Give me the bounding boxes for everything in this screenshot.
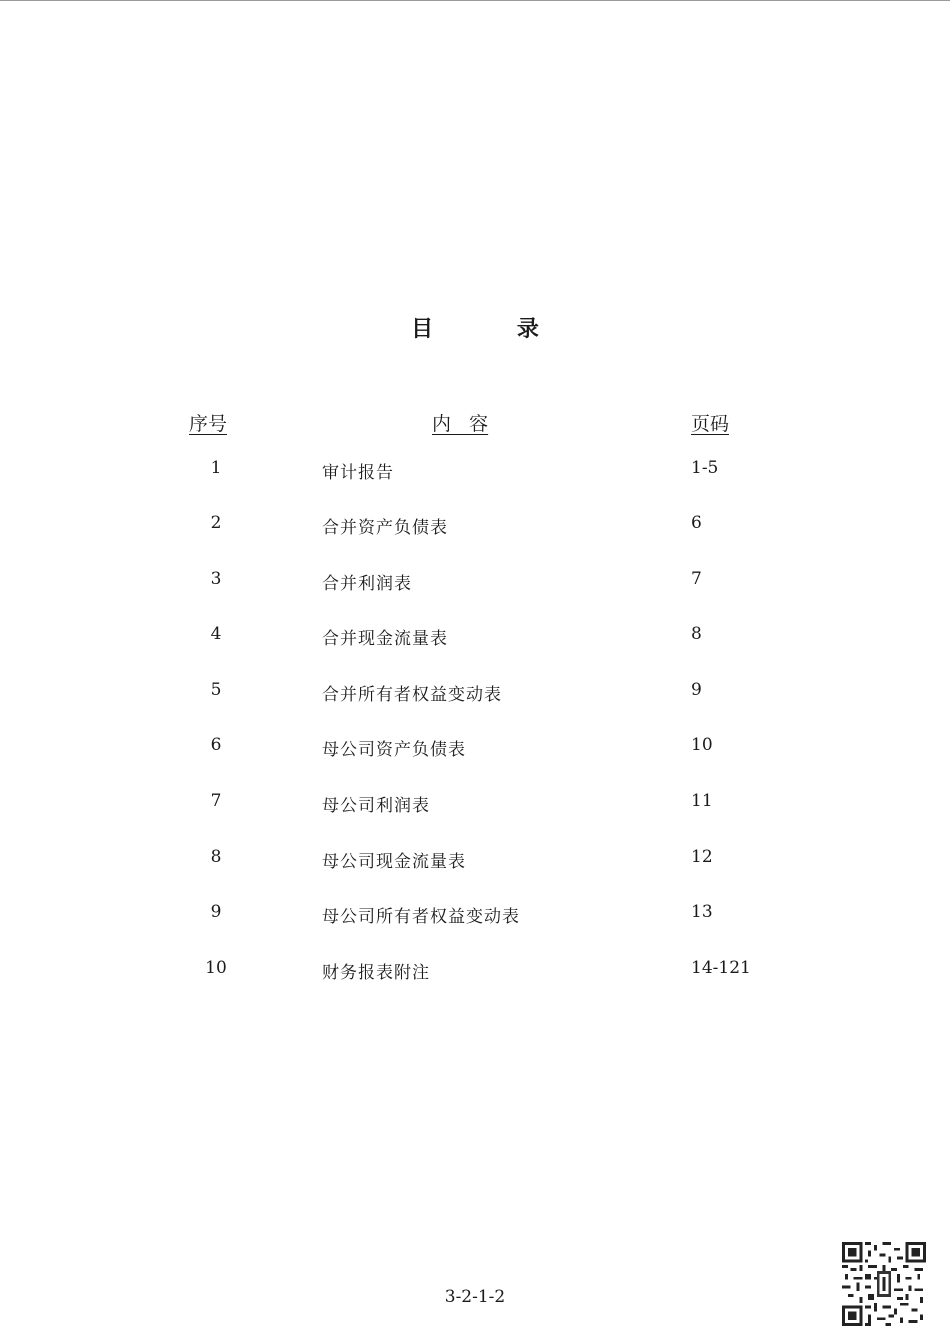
toc-row-no: 6 [210, 735, 222, 755]
toc-row-page: 14-121 [691, 958, 751, 978]
toc-row-no: 3 [210, 569, 222, 589]
toc-row [0, 735, 950, 765]
toc-row-page: 8 [691, 624, 702, 644]
toc-row-content: 母公司利润表 [322, 796, 430, 816]
toc-row [0, 680, 950, 710]
toc-row-no: 7 [210, 791, 222, 811]
toc-row-content: 财务报表附注 [322, 963, 430, 983]
toc-row-page: 12 [691, 847, 713, 867]
toc-row-page: 11 [691, 791, 713, 811]
toc-row-no: 8 [210, 847, 222, 867]
toc-row-content: 母公司现金流量表 [322, 852, 466, 872]
page-title: 目 录 [411, 316, 577, 342]
toc-row-content: 审计报告 [322, 463, 394, 483]
toc-row-page: 10 [691, 735, 713, 755]
toc-row-no: 2 [210, 513, 222, 533]
top-border-line [0, 0, 950, 1]
toc-row-content: 母公司所有者权益变动表 [322, 907, 520, 927]
toc-row-page: 7 [691, 569, 702, 589]
header-content: 内 容 [432, 413, 489, 435]
toc-row [0, 569, 950, 599]
footer-page-number: 3-2-1-2 [444, 1287, 506, 1307]
toc-row [0, 902, 950, 932]
toc-row-content: 合并资产负债表 [322, 518, 448, 538]
toc-row [0, 624, 950, 654]
toc-row-page: 13 [691, 902, 713, 922]
header-no: 序号 [189, 413, 228, 435]
toc-row-content: 母公司资产负债表 [322, 740, 466, 760]
toc-row [0, 513, 950, 543]
toc-row [0, 847, 950, 877]
toc-row-no: 10 [205, 958, 227, 978]
header-page: 页码 [691, 413, 730, 435]
toc-row-page: 6 [691, 513, 702, 533]
toc-row-no: 1 [210, 458, 222, 478]
toc-row-no: 5 [210, 680, 222, 700]
toc-row-content: 合并所有者权益变动表 [322, 685, 502, 705]
toc-row-page: 9 [691, 680, 702, 700]
qr-code-icon [842, 1242, 926, 1326]
toc-row-no: 4 [210, 624, 222, 644]
toc-row-content: 合并现金流量表 [322, 629, 448, 649]
toc-row [0, 791, 950, 821]
toc-row [0, 958, 950, 988]
toc-row [0, 458, 950, 488]
toc-row-content: 合并利润表 [322, 574, 412, 594]
toc-row-page: 1-5 [691, 458, 719, 478]
toc-row-no: 9 [210, 902, 222, 922]
